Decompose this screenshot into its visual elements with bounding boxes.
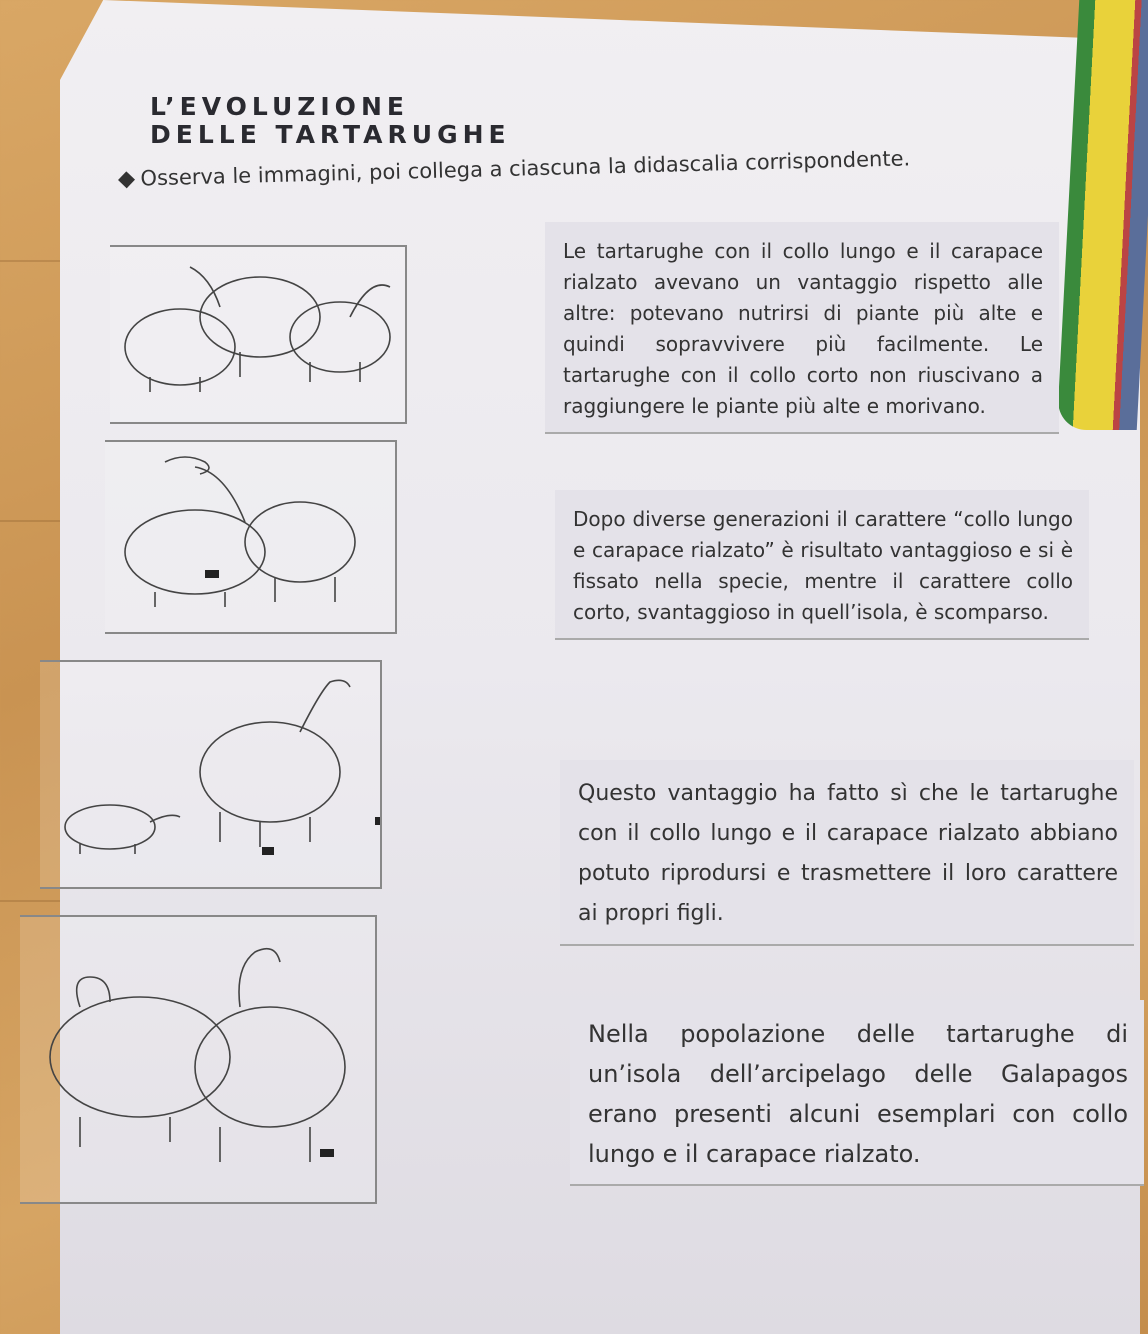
illustration-frame-3	[40, 660, 382, 889]
instruction-text: Osserva le immagini, poi collega a ciascuna la didascalia corrispondente.	[140, 146, 911, 191]
tortoise-pair-icon	[20, 917, 375, 1202]
caption-1: Le tartarughe con il collo lungo e il carapace rialzato avevano un vantaggio rispetto alle altre: potevano nutrirsi di piante più alte e quindi sopravvivere più facilmente. Le tartarughe con il collo corto non riuscivano a raggiungere le piante più alte e morivano.	[545, 222, 1059, 432]
caption-2: Dopo diverse generazioni il carattere “collo lungo e carapace rialzato” è risultato vantaggioso e si è fissato nella specie, mentre il carattere collo corto, svantaggioso in quell’isola, è scomparso.	[555, 490, 1089, 638]
illustration-frame-1	[110, 245, 407, 424]
title-line-1: L’EVOLUZIONE	[150, 92, 409, 121]
illustration-frame-2	[105, 440, 397, 634]
tortoise-mother-young-icon	[40, 662, 380, 887]
tortoise-reaching-icon	[105, 442, 395, 632]
caption-4: Nella popolazione delle tartarughe di un’isola dell’arcipelago delle Galapagos erano presenti alcuni esemplari con collo lungo e il carapace rialzato.	[570, 1000, 1144, 1184]
bullet-icon	[118, 171, 135, 188]
caption-3: Questo vantaggio ha fatto sì che le tartarughe con il collo lungo e il carapace rialzato abbiano potuto riprodursi e trasmettere il loro carattere ai propri figli.	[560, 760, 1134, 944]
illustration-frame-4	[20, 915, 377, 1204]
title-line-2: DELLE TARTARUGHE	[150, 120, 511, 149]
tortoise-group-icon	[110, 247, 405, 422]
